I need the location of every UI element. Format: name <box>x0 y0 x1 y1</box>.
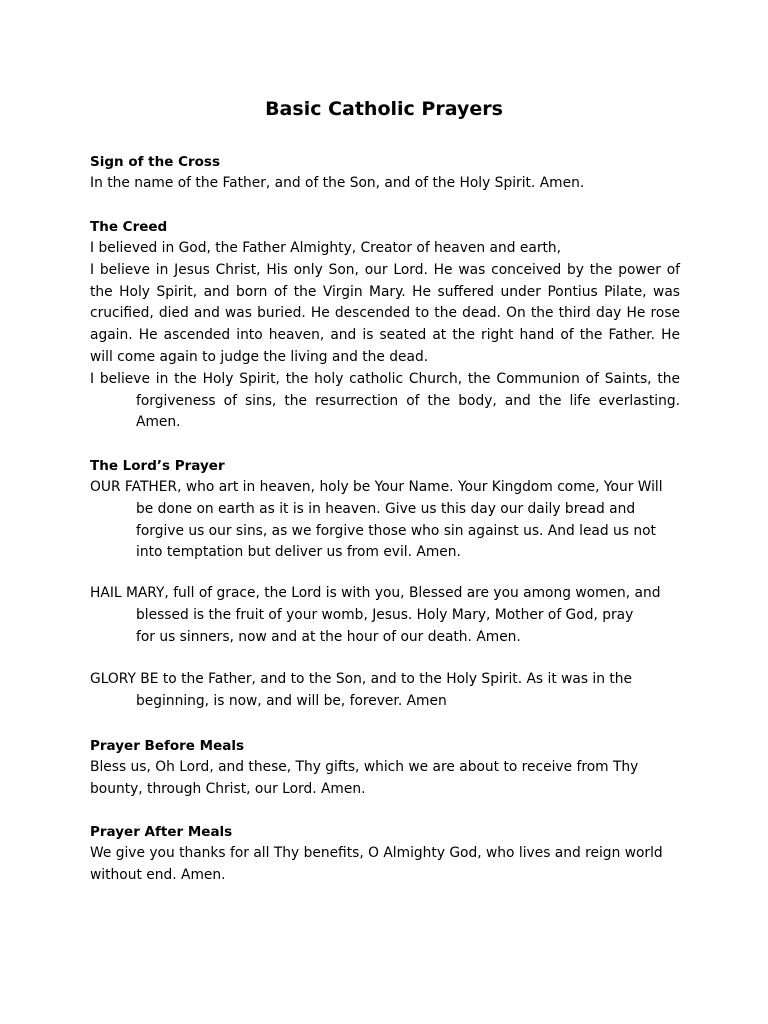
prayer-line: forgiveness of sins, the resurrection of the body, and the life everlasting. <box>136 392 680 409</box>
section-heading: Prayer After Meals <box>90 824 233 840</box>
section-prayer-after-meals <box>90 821 690 887</box>
section-heading: Sign of the Cross <box>90 154 221 170</box>
prayer-line: I believed in God, the Father Almighty, Creator of heaven and earth, <box>90 240 562 256</box>
prayer-line: In the name of the Father, and of the Son, and of the Holy Spirit. Amen. <box>90 175 585 191</box>
prayer-line: GLORY BE to the Father, and to the Son, and to the Holy Spirit. As it was in the <box>90 671 633 687</box>
prayer-line: HAIL MARY, full of grace, the Lord is with you, Blessed are you among women, and <box>90 585 661 601</box>
section-heading: The Creed <box>90 219 168 235</box>
prayer-line: Amen. <box>136 414 181 431</box>
section-the-creed <box>90 216 690 434</box>
section-heading: Prayer Before Meals <box>90 738 245 754</box>
document-title: Basic Catholic Prayers <box>265 98 503 120</box>
prayer-line: without end. Amen. <box>90 866 226 883</box>
prayer-line: I believe in the Holy Spirit, the holy catholic Church, the Communion of Saints, the <box>90 370 680 387</box>
prayer-line: We give you thanks for all Thy benefits, O Almighty God, who lives and reign world <box>90 845 663 861</box>
prayer-line: forgive us our sins, as we forgive those who sin against us. And lead us not <box>136 522 656 539</box>
prayer-line: for us sinners, now and at the hour of our death. Amen. <box>136 628 521 645</box>
prayer-line: Bless us, Oh Lord, and these, Thy gifts, which we are about to receive from Thy <box>90 759 639 775</box>
prayer-line: into temptation but deliver us from evil. Amen. <box>136 544 461 561</box>
section-lords-prayer <box>90 455 690 564</box>
section-heading: The Lord’s Prayer <box>90 458 225 474</box>
prayer-line: crucified, died and was buried. He descended to the dead. On the third day He rose <box>90 305 680 322</box>
prayer-line: bounty, through Christ, our Lord. Amen. <box>90 780 366 797</box>
section-sign-of-the-cross <box>90 151 690 195</box>
prayer-line: beginning, is now, and will be, forever. Amen <box>136 692 447 709</box>
section-glory-be <box>90 669 690 713</box>
prayer-line: blessed is the fruit of your womb, Jesus. Holy Mary, Mother of God, pray <box>136 606 634 623</box>
prayer-line: again. He ascended into heaven, and is seated at the right hand of the Father. He <box>90 327 680 344</box>
prayer-line: I believe in Jesus Christ, His only Son, our Lord. He was conceived by the power of <box>90 261 680 278</box>
prayer-line: OUR FATHER, who art in heaven, holy be Your Name. Your Kingdom come, Your Will <box>90 479 663 495</box>
prayer-line: the Holy Spirit, and born of the Virgin Mary. He suffered under Pontius Pilate, was <box>90 283 680 300</box>
section-hail-mary <box>90 583 690 648</box>
prayer-line: be done on earth as it is in heaven. Give us this day our daily bread and <box>136 500 636 517</box>
section-prayer-before-meals <box>90 735 690 801</box>
prayer-line: will come again to judge the living and the dead. <box>90 348 429 365</box>
